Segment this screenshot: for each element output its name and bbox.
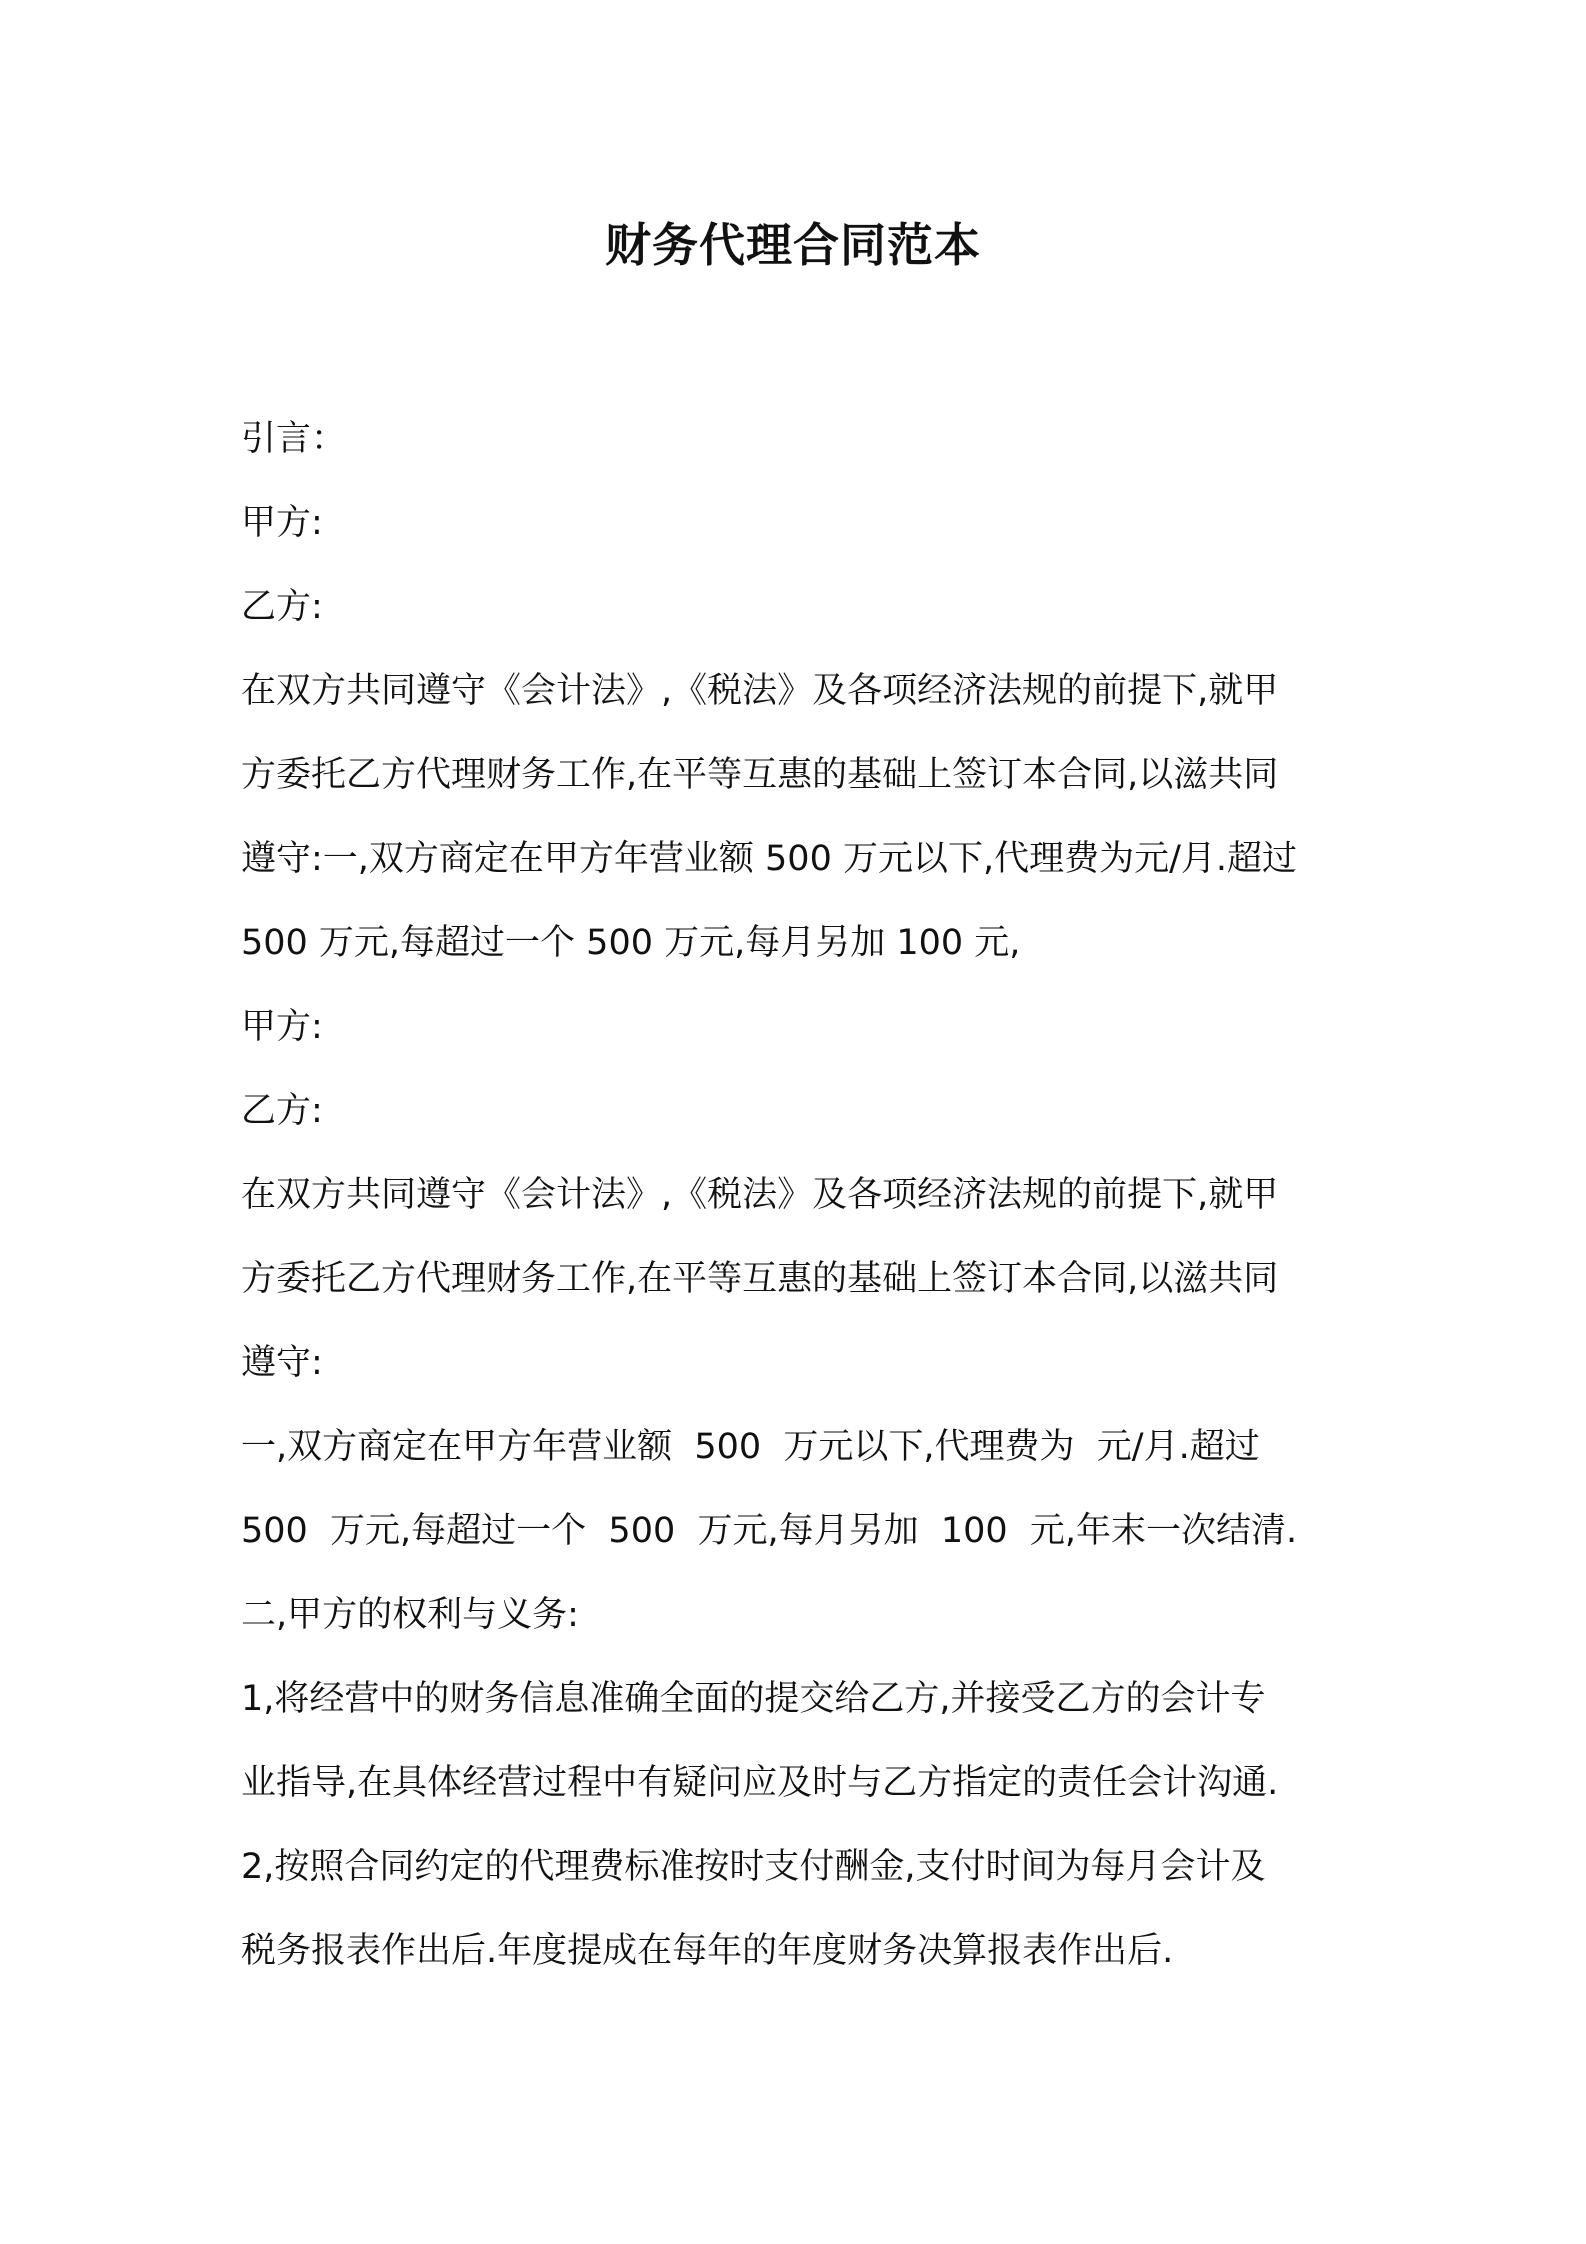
- clause-two-item-line: 2,按照合同约定的代理费标准按时支付酬金,支付时间为每月会计及: [241, 1847, 1266, 1887]
- document-title: 财务代理合同范本: [605, 218, 981, 272]
- clause-one-line: 一,双方商定在甲方年营业额 500 万元以下,代理费为 元/月.超过: [241, 1427, 1260, 1467]
- clause-one-line: 500 万元,每超过一个 500 万元,每月另加 100 元,年末一次结清.: [241, 1511, 1298, 1551]
- clause-two-item-line: 税务报表作出后.年度提成在每年的年度财务决算报表作出后.: [241, 1931, 1174, 1971]
- clause-two-item-line: 业指导,在具体经营过程中有疑问应及时与乙方指定的责任会计沟通.: [241, 1763, 1279, 1803]
- party-b-label: 乙方:: [241, 1091, 323, 1131]
- paragraph-line: 遵守:: [241, 1343, 323, 1383]
- party-a-label: 甲方:: [241, 1007, 323, 1047]
- clause-two-heading: 二,甲方的权利与义务:: [241, 1595, 579, 1635]
- intro-heading: 引言：: [241, 419, 347, 459]
- paragraph-line: 方委托乙方代理财务工作,在平等互惠的基础上签订本合同,以滋共同: [241, 755, 1279, 795]
- party-a-label: 甲方:: [241, 503, 323, 543]
- paragraph-line: 遵守:一,双方商定在甲方年营业额 500 万元以下,代理费为元/月.超过: [241, 839, 1298, 879]
- paragraph-line: 500 万元,每超过一个 500 万元,每月另加 100 元,: [241, 923, 1021, 963]
- clause-two-item-line: 1,将经营中的财务信息准确全面的提交给乙方,并接受乙方的会计专: [241, 1679, 1266, 1719]
- document-body: [241, 397, 1361, 1993]
- paragraph-line: 在双方共同遵守《会计法》,《税法》及各项经济法规的前提下,就甲: [241, 1175, 1279, 1215]
- party-b-label: 乙方:: [241, 587, 323, 627]
- paragraph-line: 在双方共同遵守《会计法》,《税法》及各项经济法规的前提下,就甲: [241, 671, 1279, 711]
- paragraph-line: 方委托乙方代理财务工作,在平等互惠的基础上签订本合同,以滋共同: [241, 1259, 1279, 1299]
